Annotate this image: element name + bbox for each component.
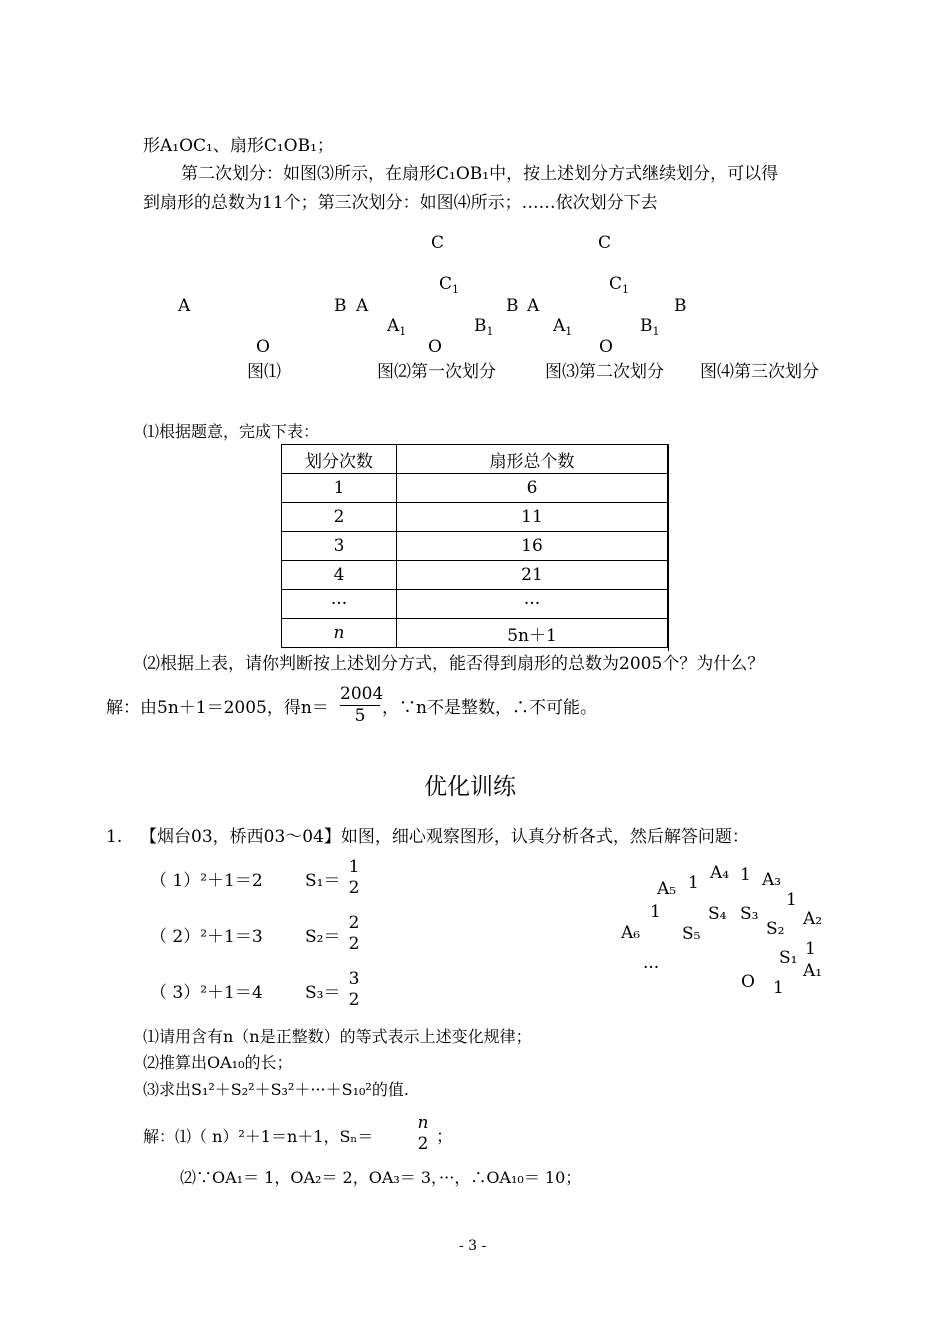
diagram-label: A₁ [803, 961, 823, 981]
fig3-label-A1 [553, 318, 572, 337]
table-cell: 4 [282, 561, 397, 590]
fraction-denominator: 5 [354, 706, 366, 726]
b1-letter: B [640, 316, 653, 336]
diagram-label: A₃ [762, 870, 782, 890]
fraction-numerator: 3 [348, 969, 360, 989]
intro-line-1: 形A₁OC₁、扇形C₁OB₁； [143, 136, 334, 156]
table-cell: 11 [397, 503, 668, 532]
diagram-label: S₃ [740, 904, 759, 924]
diagram-label: A₄ [710, 863, 730, 883]
fig2-label-C1 [439, 276, 459, 295]
fig2-label-A: A [356, 296, 369, 316]
fig2-label-O: O [428, 337, 442, 357]
equation-3-fraction [344, 971, 364, 1009]
fig2-label-C: C [431, 233, 445, 253]
caption-fig2: 图⑵第一次划分 [377, 362, 496, 382]
division-table [281, 444, 668, 648]
fraction-numerator: 1 [348, 857, 360, 877]
c1-sub: 1 [452, 283, 460, 296]
diagram-label: S₅ [682, 924, 701, 944]
page-number: - 3 - [459, 1238, 487, 1254]
equation-1-lhs: （ 1）²＋1＝2 [150, 871, 263, 891]
diagram-label: 1 [773, 978, 784, 998]
equation-3-lhs: （ 3）²＋1＝4 [150, 983, 263, 1003]
table-header: 划分次数 [282, 445, 397, 474]
problem-number: 1. [106, 827, 123, 847]
solution-1-prefix: 解：⑴（ n）²＋1＝n＋1，Sₙ＝ [143, 1127, 374, 1146]
b1-sub: 1 [652, 325, 660, 338]
fig1-label-O: O [256, 337, 270, 357]
c1-letter: C [609, 274, 623, 294]
diagram-label: 1 [805, 939, 816, 959]
fraction-denominator: 2 [348, 878, 360, 898]
question-1: ⑴根据题意，完成下表： [143, 422, 320, 441]
table-row [282, 619, 668, 648]
table-cell: 6 [397, 474, 668, 503]
table-double-edge [668, 444, 669, 651]
fraction-numerator: 2 [348, 913, 360, 933]
caption-fig3: 图⑶第二次划分 [545, 362, 664, 382]
table-row [282, 532, 668, 561]
equation-1-fraction [344, 859, 364, 897]
table-header: 扇形总个数 [397, 445, 668, 474]
fig3-label-C: C [598, 233, 612, 253]
fig3-label-A: A [527, 296, 540, 316]
table-cell: 5n＋1 [397, 619, 668, 648]
a1-sub: 1 [565, 325, 573, 338]
q2-answer-prefix: 解：由5n＋1＝2005，得n＝ [106, 698, 329, 718]
fraction-denominator: 2 [417, 1134, 429, 1154]
intro-line-2: 第二次划分：如图⑶所示，在扇形C₁OB₁中，按上述划分方式继续划分，可以得 [181, 164, 779, 184]
sub-question-3: ⑶求出S₁²＋S₂²＋S₃²＋···＋S₁₀²的值. [143, 1080, 409, 1099]
solution-2: ⑵∵OA₁＝ 1，OA₂＝ 2，OA₃＝ 3，···，∴OA₁₀＝ 10； [180, 1168, 582, 1187]
fig3-label-O: O [599, 337, 613, 357]
b1-sub: 1 [486, 325, 494, 338]
fraction-numerator: n [417, 1113, 429, 1133]
solution-1-suffix: ； [436, 1127, 453, 1147]
fig1-label-A: A [178, 296, 191, 316]
fig1-label-B: B [334, 296, 347, 316]
table-cell: ··· [282, 590, 397, 619]
caption-fig1: 图⑴ [247, 362, 281, 382]
table-cell: ··· [397, 590, 668, 619]
fraction-numerator: 2004 [340, 684, 384, 704]
sub-question-1: ⑴请用含有n（n是正整数）的等式表示上述变化规律； [143, 1027, 532, 1046]
q2-answer-suffix: ，∵n不是整数，∴不可能。 [382, 698, 597, 718]
diagram-label: A₅ [657, 879, 677, 899]
diagram-label: A₆ [621, 923, 641, 943]
b1-letter: B [474, 316, 487, 336]
q2-fraction [340, 684, 384, 726]
solution-1-fraction [413, 1115, 433, 1153]
a1-sub: 1 [399, 325, 407, 338]
table-cell: 1 [282, 474, 397, 503]
diagram-label: S₁ [779, 948, 798, 968]
diagram-label: A₂ [803, 909, 823, 929]
diagram-label: O [741, 972, 755, 992]
diagram-label: 1 [786, 890, 797, 910]
a1-letter: A [387, 316, 400, 336]
a1-letter: A [553, 316, 566, 336]
c1-letter: C [439, 274, 453, 294]
sub-question-2: ⑵推算出OA₁₀的长； [143, 1053, 293, 1072]
fig2-label-A1 [387, 318, 406, 337]
question-2: ⑵根据上表，请你判断按上述划分方式，能否得到扇形的总数为2005个？为什么？ [143, 654, 765, 674]
equation-3-s: S₃＝ [305, 983, 341, 1003]
fraction-denominator: 2 [348, 990, 360, 1010]
section-title: 优化训练 [424, 774, 516, 800]
table-row [282, 474, 668, 503]
diagram-label: S₄ [708, 904, 727, 924]
caption-fig4: 图⑷第三次划分 [700, 362, 819, 382]
table-row [282, 561, 668, 590]
fig2-label-B: B [506, 296, 519, 316]
diagram-label: 1 [740, 865, 751, 885]
table-cell: 16 [397, 532, 668, 561]
table-cell: n [282, 619, 397, 648]
diagram-label: S₂ [766, 919, 785, 939]
table-header-row [282, 445, 668, 474]
diagram-label: 1 [650, 902, 661, 922]
table-row [282, 590, 668, 619]
fig3-label-B1 [640, 318, 660, 337]
equation-2-fraction [344, 915, 364, 953]
intro-line-3: 到扇形的总数为11个；第三次划分：如图⑷所示；……依次划分下去 [143, 193, 658, 213]
equation-1-s: S₁＝ [305, 871, 341, 891]
table-cell: 2 [282, 503, 397, 532]
diagram-label: 1 [688, 873, 699, 893]
problem-statement: 【烟台03，桥西03～04】如图，细心观察图形，认真分析各式，然后解答问题： [140, 827, 749, 847]
equation-2-lhs: （ 2）²＋1＝3 [150, 927, 263, 947]
fig3-label-C1 [609, 276, 629, 295]
fraction-denominator: 2 [348, 934, 360, 954]
diagram-label: ··· [643, 958, 660, 978]
equation-2-s: S₂＝ [305, 927, 341, 947]
table-row [282, 503, 668, 532]
c1-sub: 1 [622, 283, 630, 296]
table-cell: 21 [397, 561, 668, 590]
fig2-label-B1 [474, 318, 494, 337]
table-cell: 3 [282, 532, 397, 561]
fig3-label-B: B [674, 296, 687, 316]
